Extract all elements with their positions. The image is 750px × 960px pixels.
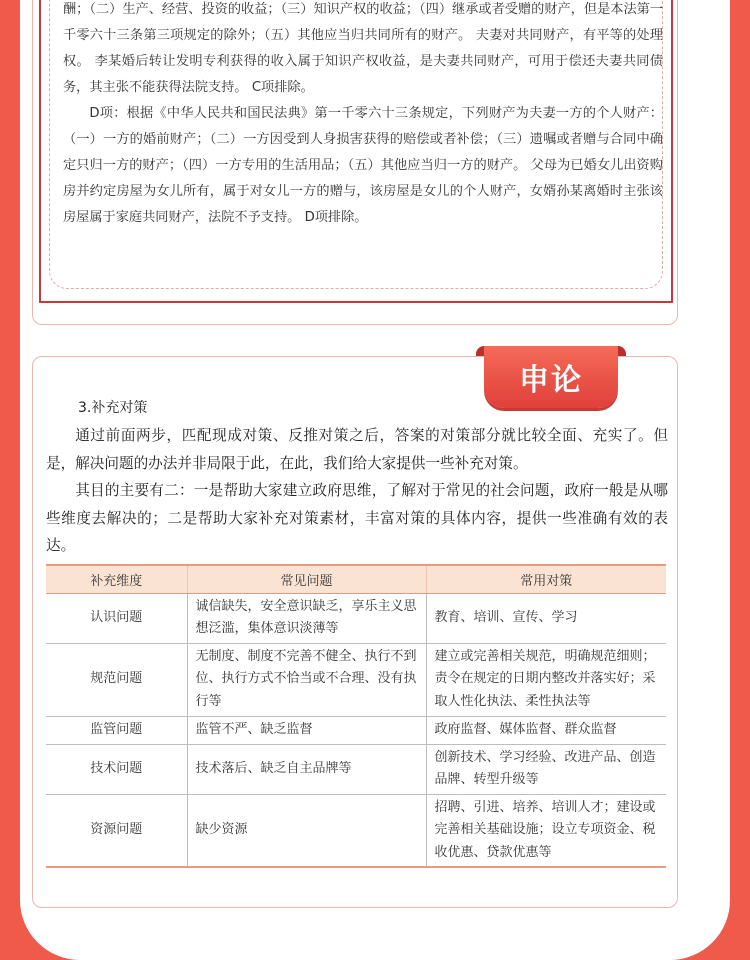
answer-card-frame [39,0,673,303]
table-header-cell: 常见问题 [187,565,426,593]
table-cell: 技术问题 [46,744,187,794]
table-cell: 教育、培训、宣传、学习 [426,593,666,643]
countermeasure-table [46,564,666,868]
table-cell: 无制度、制度不完善不健全、执行不到位、执行方式不恰当或不合理、没有执行等 [187,643,426,716]
shenlun-badge [484,346,618,408]
answer-text [63,0,663,231]
table-header-cell: 补充维度 [46,565,187,593]
answer-c-paragraph: 酬；（二）生产、经营、投资的收益；（三）知识产权的收益；（四）继承或者受赠的财产，但是本法第一千零六十三条第三项规定的除外；（五）其他应当归共同所有的财产。 夫妻对共同财产，有平等的处理权。 李某婚后转让发明专利获得的收入属于知识产权收益，是夫妻共同财产，可用于偿还夫妻共同债务，其主张不能获得法院支持。 C项排除。 [63,2,664,95]
table-cell: 政府监督、媒体监督、群众监督 [426,716,666,744]
table-row [46,716,666,744]
table-cell: 资源问题 [46,794,187,867]
table-row [46,593,666,643]
badge-label: 申论 [519,363,583,398]
table-cell: 认识问题 [46,593,187,643]
table-cell: 招聘、引进、培养、培训人才；建设或完善相关基础设施；设立专项资金、税收优惠、贷款优惠等 [426,794,666,867]
table-header-cell: 常用对策 [426,565,666,593]
table-row [46,643,666,716]
table-header-row [46,565,666,593]
section-body [46,422,668,560]
table-cell: 创新技术、学习经验、改进产品、创造品牌、转型升级等 [426,744,666,794]
table-cell: 监管问题 [46,716,187,744]
body-paragraph: 其目的主要有二：一是帮助大家建立政府思维，了解对于常见的社会问题，政府一般是从哪些维度去解决的；二是帮助大家补充对策素材，丰富对策的具体内容，提供一些准确有效的表达。 [46,482,668,554]
table-cell: 建立或完善相关规范，明确规范细则；责令在规定的日期内整改并落实好；采取人性化执法、柔性执法等 [426,643,666,716]
table-cell: 监管不严、缺乏监督 [187,716,426,744]
table-cell: 规范问题 [46,643,187,716]
table-cell: 诚信缺失，安全意识缺乏，享乐主义思想泛滥，集体意识淡薄等 [187,593,426,643]
previous-answer-card [32,0,678,325]
table-cell: 技术落后、缺乏自主品牌等 [187,744,426,794]
table-cell: 缺少资源 [187,794,426,867]
table-row [46,744,666,794]
section-title: 3.补充对策 [78,400,148,416]
table-row [46,794,666,867]
answer-d-paragraph: D项：根据《中华人民共和国民法典》第一千零六十三条规定，下列财产为夫妻一方的个人财产：（一）一方的婚前财产；（二）一方因受到人身损害获得的赔偿或者补偿；（三）遗嘱或者赠与合同中确定只归一方的财产；（四）一方专用的生活用品；（五）其他应当归一方的财产。 父母为已婚女儿出资购房并约定房屋为女儿所有，属于对女儿一方的赠与，该房屋是女儿的个人财产，女婿孙某离婚时主张该房屋属于家庭共同财产，法院不予支持。 D项排除。 [63,106,663,225]
body-paragraph: 通过前面两步，匹配现成对策、反推对策之后，答案的对策部分就比较全面、充实了。但是，解决问题的办法并非局限于此，在此，我们给大家提供一些补充对策。 [46,427,668,472]
